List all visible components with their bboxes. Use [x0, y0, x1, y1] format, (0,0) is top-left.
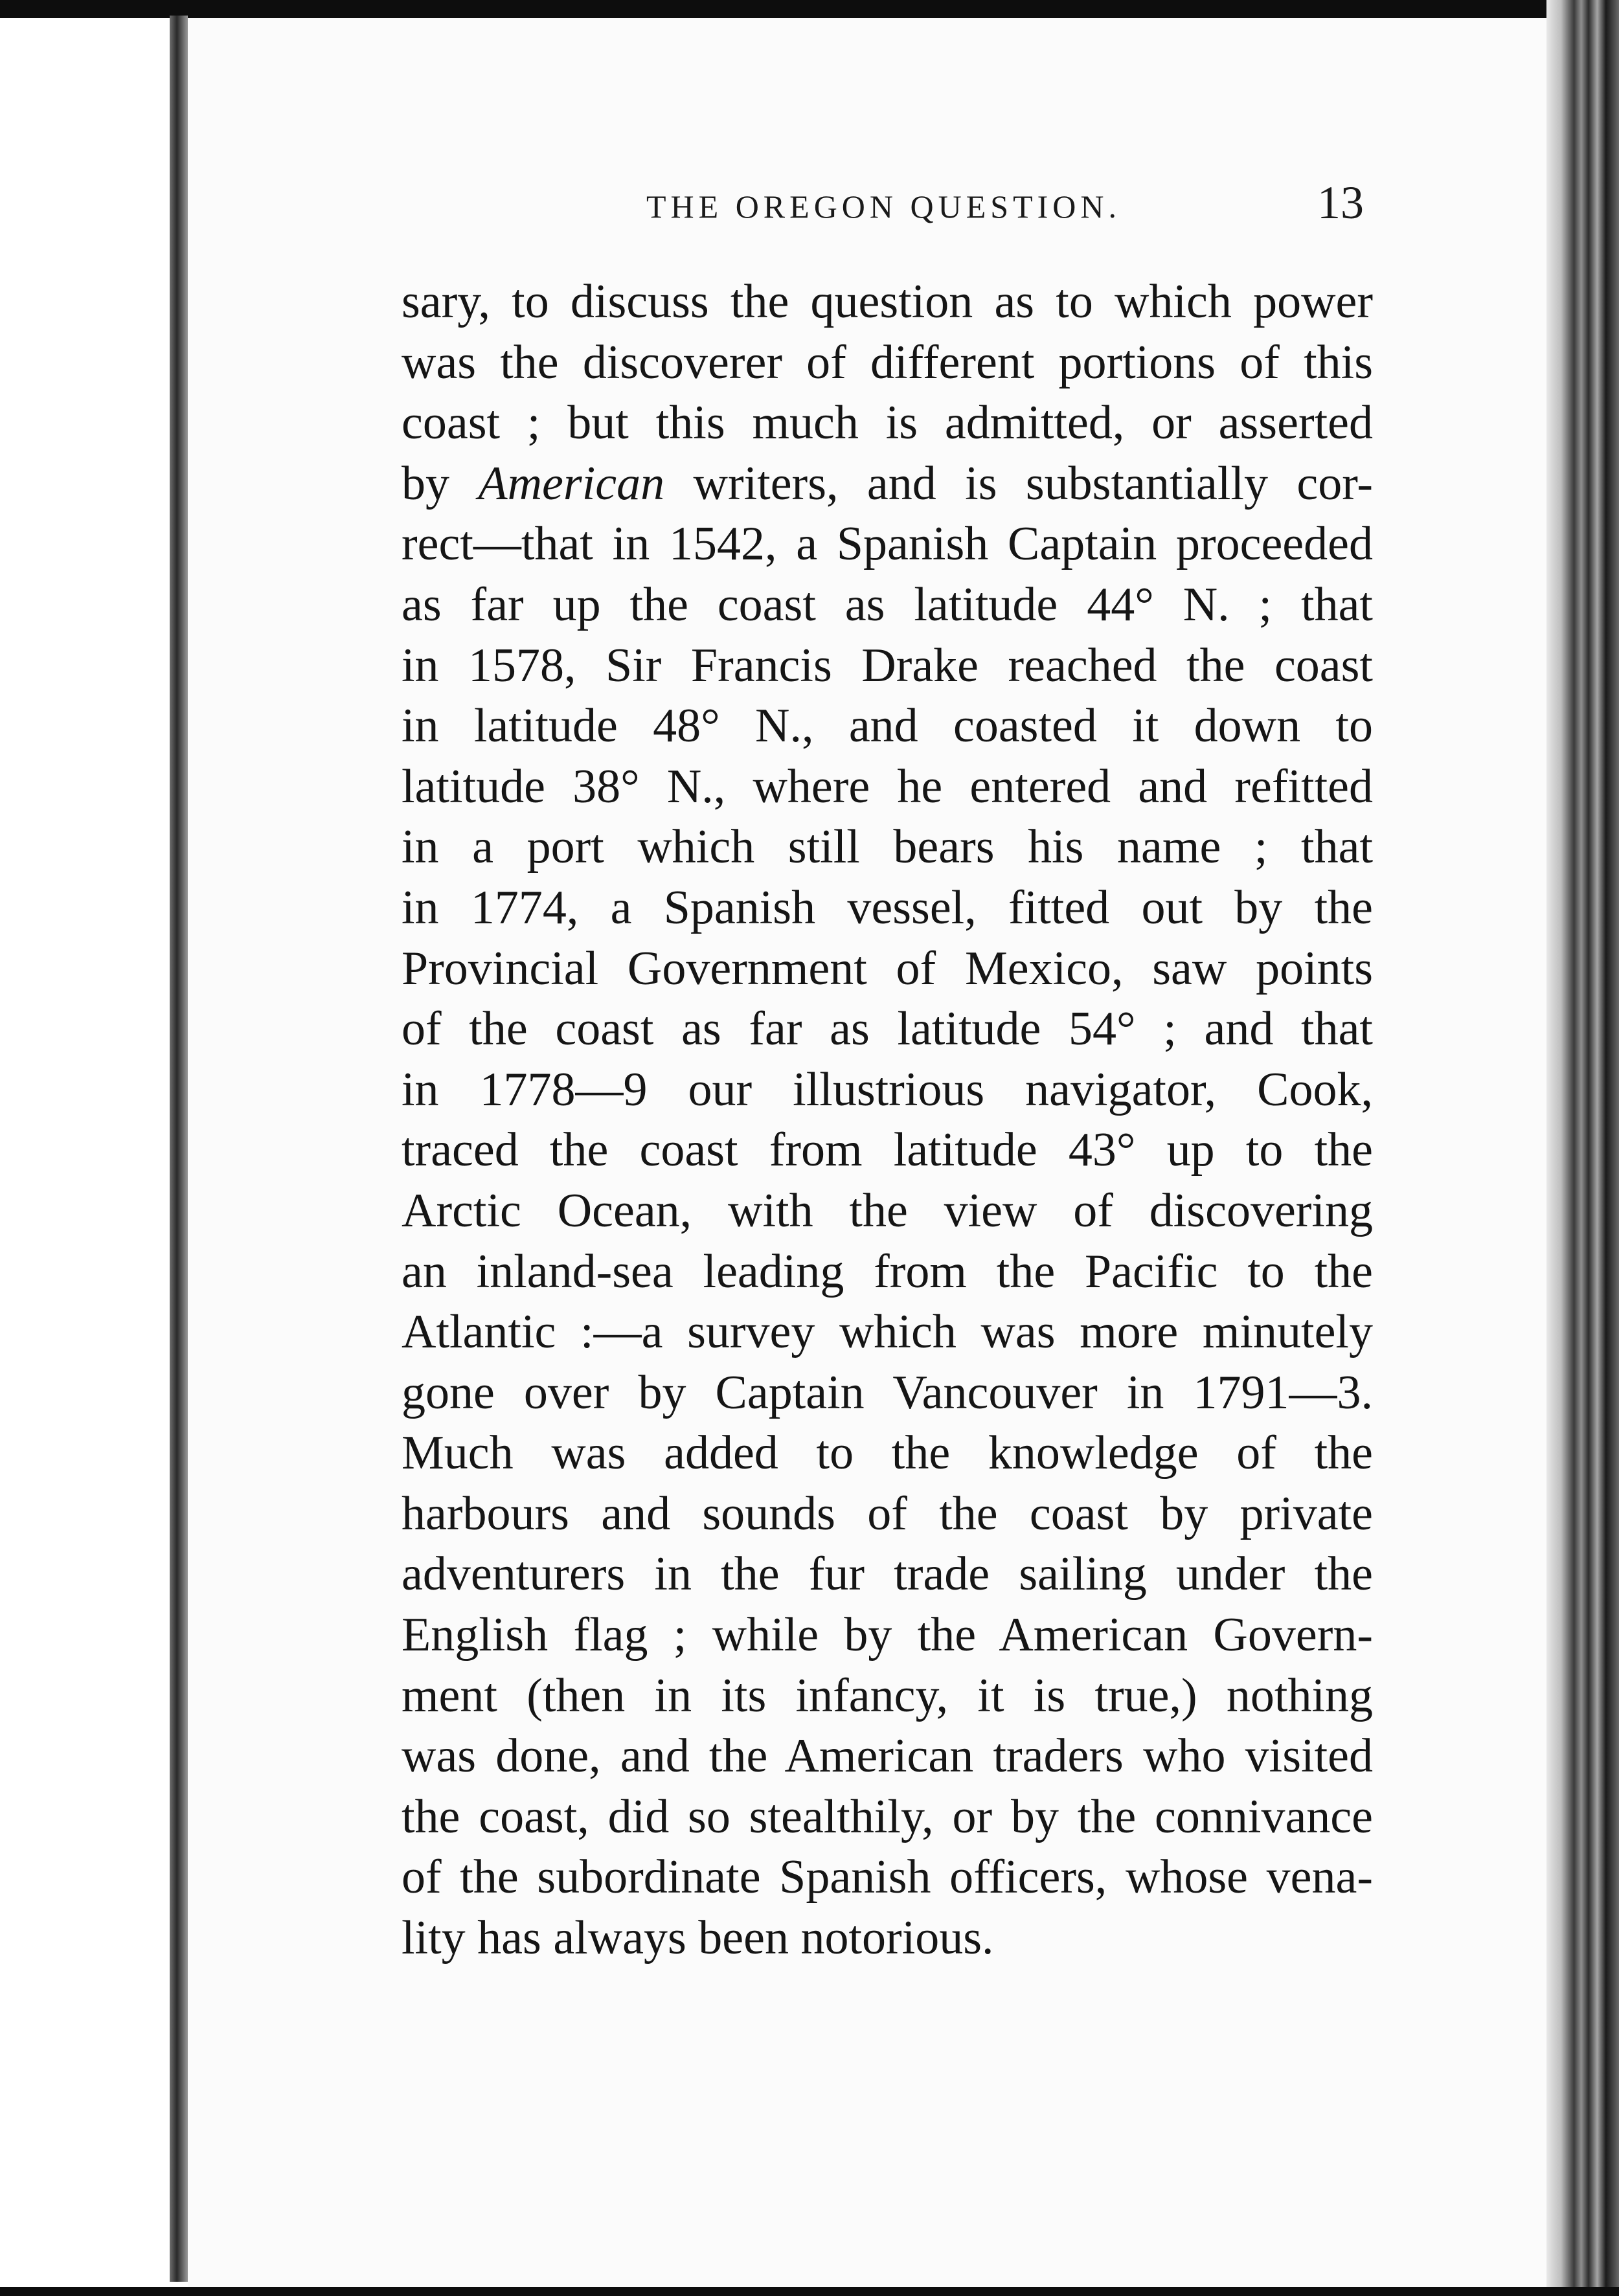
text-line: in 1774, a Spanish vessel, fitted out by the [402, 881, 1373, 934]
text-line: Provincial Government of Mexico, saw points [402, 941, 1373, 995]
text-line: in latitude 48° N., and coasted it down to [402, 699, 1373, 753]
text-segment: writers, and is substantially cor- [664, 456, 1374, 510]
text-line: lity has always been notorious. [402, 1911, 994, 1965]
text-line: harbours and sounds of the coast by private [402, 1487, 1373, 1540]
body-text [402, 272, 1373, 1969]
text-segment: by [402, 456, 479, 510]
text-line: the coast, did so stealthily, or by the connivance [402, 1790, 1373, 1843]
text-line: as far up the coast as latitude 44° N. ; that [402, 578, 1373, 631]
text-line: Much was added to the knowledge of the [402, 1426, 1373, 1480]
text-line: an inland-sea leading from the Pacific to the [402, 1244, 1373, 1298]
text-line: ment (then in its infancy, it is true,) nothing [402, 1669, 1373, 1722]
page-left-edge [170, 16, 188, 2282]
text-line: was done, and the American traders who visited [402, 1729, 1373, 1783]
text-line: gone over by Captain Vancouver in 1791—3. [402, 1366, 1373, 1419]
text-line: in a port which still bears his name ; that [402, 820, 1373, 874]
text-line: English flag ; while by the American Govern- [402, 1608, 1373, 1662]
text-line: of the coast as far as latitude 54° ; and that [402, 1002, 1373, 1056]
text-line: rect—that in 1542, a Spanish Captain proceeded [402, 517, 1373, 571]
text-line: traced the coast from latitude 43° up to the [402, 1123, 1373, 1177]
scan-border-bottom [0, 2287, 1619, 2296]
text-line: of the subordinate Spanish officers, whose vena- [402, 1851, 1373, 1904]
text-line: sary, to discuss the question as to which power [402, 275, 1373, 328]
running-title: THE OREGON QUESTION. [646, 188, 1121, 225]
text-line: in 1578, Sir Francis Drake reached the coast [402, 638, 1373, 692]
page-number: 13 [1317, 177, 1364, 229]
text-line: in 1778—9 our illustrious navigator, Cook, [402, 1063, 1373, 1116]
book-binding-edge [1546, 0, 1619, 2296]
text-line: coast ; but this much is admitted, or asserted [402, 396, 1373, 450]
text-line: latitude 38° N., where he entered and refitted [402, 760, 1373, 813]
text-line [402, 454, 1373, 515]
text-line: Arctic Ocean, with the view of discovering [402, 1184, 1373, 1237]
text-line: adventurers in the fur trade sailing under the [402, 1548, 1373, 1601]
text-line: Atlantic :—a survey which was more minutely [402, 1305, 1373, 1359]
scan-border-top [0, 0, 1619, 18]
italic-text: American [478, 456, 665, 510]
text-line: was the discoverer of different portions of this [402, 335, 1373, 389]
